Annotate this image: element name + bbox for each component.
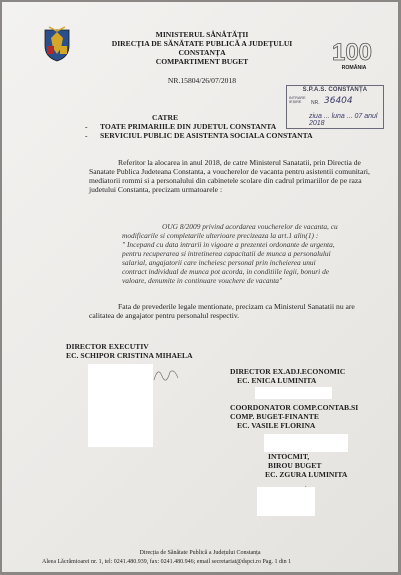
quote-line6: contract individual de munca pot acorda, in conditiile legii, bonuri de	[122, 267, 330, 276]
quote-line7: valoare, denumite in continuare vouchere de vacanta"	[122, 276, 283, 285]
director-name: EC. SCHIPOR CRISTINA MIHAELA	[66, 351, 193, 360]
stamp-intrare: INTRARE	[289, 96, 306, 100]
director-title: DIRECTOR EXECUTIV	[66, 342, 149, 351]
centenary-logo-digits: 100	[331, 39, 373, 66]
prepared-by-label: INTOCMIT,	[268, 452, 310, 461]
body-p2-line2: calitatea de angajator pentru personalul respectiv.	[89, 311, 240, 320]
footer-institution: Direcția de Sănătate Publică a Județului Constanța	[139, 550, 261, 556]
stamp-number: 36404	[324, 96, 353, 106]
prepared-by-office: BIROU BUGET	[268, 461, 322, 470]
recipient-bullet-2: -	[85, 131, 88, 140]
document-page	[2, 2, 398, 572]
deputy-director-name: EC. ENICA LUMINITA	[237, 376, 317, 385]
coordinator-name: EC. VASILE FLORINA	[237, 421, 316, 430]
body-p1-line1: Referitor la alocarea in anul 2018, de catre Ministerul Sanatatii, prin Directia de	[118, 158, 361, 167]
deputy-director-title: DIRECTOR EX.ADJ.ECONOMIC	[230, 367, 346, 376]
recipients-heading: CATRE	[152, 113, 179, 122]
prepared-by-name: EC. ZGURA LUMINITA	[265, 470, 348, 479]
registry-stamp	[286, 85, 384, 129]
quote-line5: salarial, angajatorii care incheiesc personal prin incheierea unui	[122, 258, 316, 267]
body-p1-line2: Sanatate Publica Judeteana Constanta, a voucherelor de vacanta pentru asistentii comunitari,	[89, 167, 370, 176]
centenary-100-icon	[328, 36, 376, 66]
directorate-name: DIRECȚIA DE SĂNĂTATE PUBLICĂ A JUDEȚULUI	[111, 39, 293, 48]
stamp-iesire: IEȘIRE	[289, 100, 302, 105]
coordinator-title-line2: COMP. BUGET-FINANTE	[230, 412, 319, 421]
body-p1-line3: mediatorii rommi si a personalului din cabinetele scolare din cadrul primariilor de pe raza	[89, 176, 362, 185]
centenary-caption: ROMÂNIA	[341, 65, 367, 71]
reference-number: NR.15804/26/07/2018	[167, 76, 237, 85]
ministry-name: MINISTERUL SĂNĂTĂȚII	[155, 30, 249, 39]
footer-contact: Aleea Lăcrămioarei nr. 1, tel: 0241.480.939, fax: 0241.480.946; email secretariat@dspct.ro Pag. 1 din 1	[42, 559, 292, 565]
body-p1-line4: judetului Constanta, precizam urmatoarele :	[89, 185, 223, 194]
centenary-logo	[328, 36, 376, 66]
stamp-direction	[289, 96, 306, 104]
recipient-1: TOATE PRIMARIILE DIN JUDETUL CONSTANTA	[100, 122, 277, 131]
redacted-signature-prepared	[257, 487, 315, 516]
stamp-date: ziua ... luna ... 07 anul 2018	[309, 113, 378, 127]
stamp-title: S.P.A.S. CONSTANȚA	[302, 87, 368, 93]
coordinator-title-line1: COORDONATOR COMP.CONTAB.SI	[230, 403, 359, 412]
quote-line2: modificarile si completarile ulterioare precizeaza la art.1 alin(1) :	[122, 231, 319, 240]
redacted-signature-deputy	[255, 387, 332, 399]
director-signature	[152, 362, 182, 384]
recipient-2: SERVICIUL PUBLIC DE ASISTENTA SOCIALA CONSTANTA	[100, 131, 313, 140]
redacted-signature-coordinator	[264, 434, 348, 452]
quote-line3: " Incepand cu data intrarii in vigoare a prezentei ordonante de urgenta,	[122, 240, 335, 249]
stamp-nr-label: NR.	[311, 100, 320, 106]
recipient-bullet-1: -	[85, 122, 88, 131]
county-name: CONSTANȚA	[178, 48, 226, 57]
department-name: COMPARTIMENT BUGET	[155, 57, 249, 66]
coat-of-arms-icon	[42, 26, 72, 62]
redacted-stamp-director	[88, 364, 153, 447]
quote-line1: OUG 8/2009 privind acordarea voucherelor de vacanta, cu	[162, 222, 338, 231]
body-p2-line1: Fata de prevederile legale mentionate, precizam ca Ministerul Sanatatii nu are	[118, 302, 355, 311]
quote-line4: pentru recuperarea si intretinerea capacitatii de munca a personalului	[122, 249, 331, 258]
